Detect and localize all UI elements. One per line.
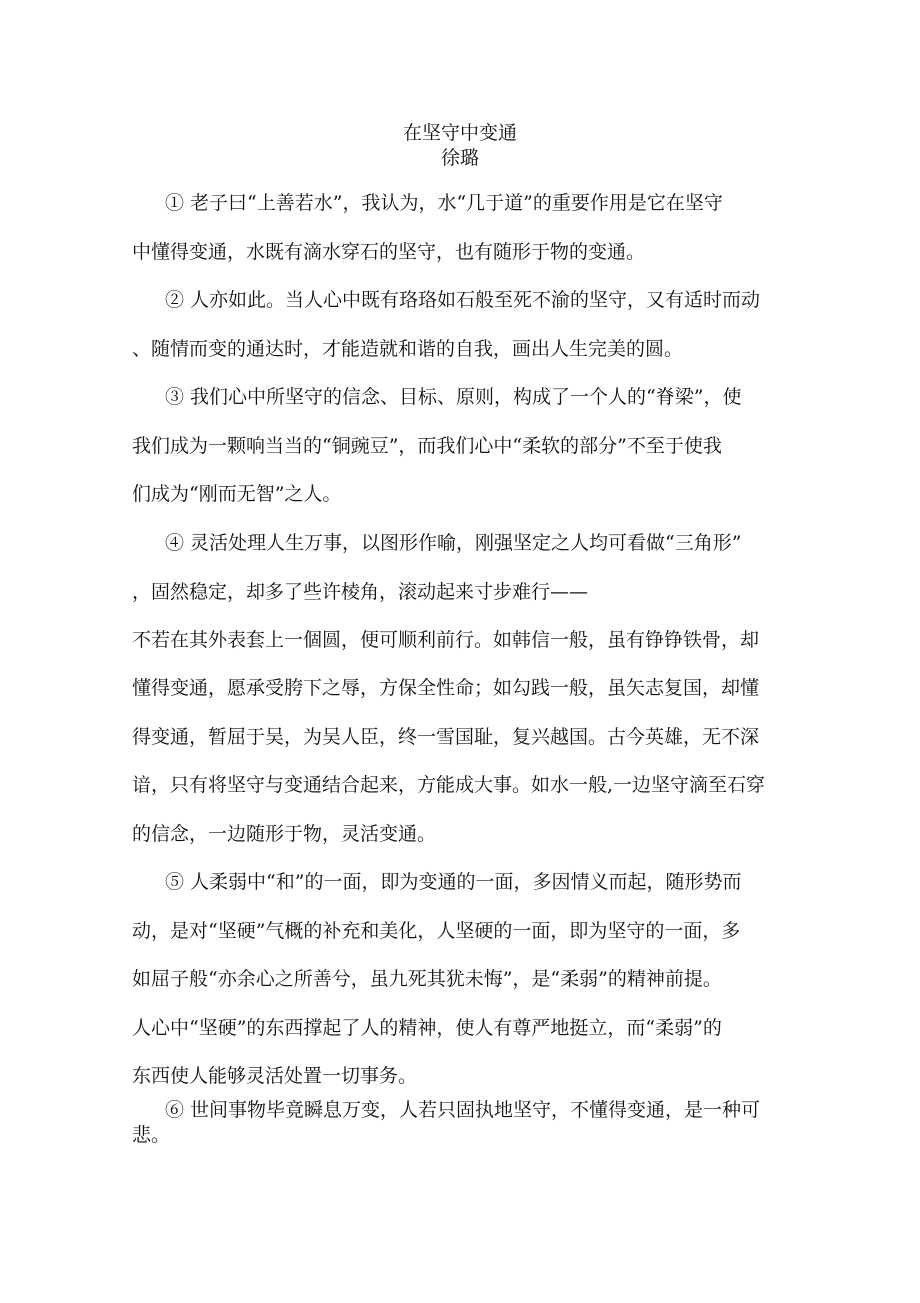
paragraph-6-line-1: ⑥ 世间事物毕竟瞬息万变，人若只固执地坚守，不懂得变通，是一种可 xyxy=(165,1099,761,1121)
paragraph-4-line-2: ，固然稳定，却多了些许棱角，滚动起来寸步难行—— xyxy=(132,581,589,603)
paragraph-2-line-1: ② 人亦如此。当人心中既有珞珞如石般至死不渝的坚守，又有适时而动 xyxy=(165,289,761,311)
paragraph-4-line-4: 懂得变通，愿承受胯下之辱，方保全性命；如勾践一般，虽矢志复国，却懂 xyxy=(132,677,760,699)
paragraph-3-line-1: ③ 我们心中所坚守的信念、目标、原则，构成了一个人的“脊梁”，使 xyxy=(165,386,742,408)
paragraph-4-line-3: 不若在其外表套上一個圆，便可顺利前行。如韩信一般，虽有铮铮铁骨，却 xyxy=(132,629,760,651)
paragraph-1-line-2: 中懂得变通，水既有滴水穿石的坚守，也有随形于物的变通。 xyxy=(132,241,646,263)
paragraph-4-line-5: 得变通，暂屈于吴，为吴人臣，终一雪国耻，复兴越国。古今英雄，无不深 xyxy=(132,726,760,748)
paragraph-4-line-1: ④ 灵活处理人生万事，以图形作喻，刚强坚定之人均可看做“三角形” xyxy=(165,532,742,554)
document-author: 徐璐 xyxy=(440,147,479,169)
paragraph-2-line-2: 、随情而变的通达时，才能造就和谐的自我，画出人生完美的圆。 xyxy=(132,338,684,360)
paragraph-4-line-6: 谙，只有将坚守与变通结合起来，方能成大事。如水一般,一边坚守滴至石穿 xyxy=(132,774,766,796)
paragraph-5-line-4: 人心中“坚硬”的东西撑起了人的精神，使人有尊严地挺立，而“柔弱”的 xyxy=(132,1017,722,1039)
paragraph-6-line-2: 悲。 xyxy=(132,1124,171,1146)
paragraph-5-line-1: ⑤ 人柔弱中“和”的一面，即为变通的一面，多因情义而起，随形势而 xyxy=(165,871,742,893)
paragraph-4-line-7: 的信念，一边随形于物，灵活变通。 xyxy=(132,823,437,845)
paragraph-3-line-3: 们成为“刚而无智”之人。 xyxy=(132,483,342,505)
paragraph-5-line-5: 东西使人能够灵活处置一切事务。 xyxy=(132,1065,418,1087)
document-title: 在坚守中变通 xyxy=(402,122,517,144)
paragraph-1-line-1: ① 老子曰“上善若水”，我认为，水“几于道”的重要作用是它在坚守 xyxy=(165,192,723,214)
paragraph-5-line-3: 如屈子般“亦余心之所善兮，虽九死其犹未悔”，是“柔弱”的精神前提。 xyxy=(132,968,722,990)
paragraph-3-line-2: 我们成为一颗响当当的“铜豌豆”，而我们心中“柔软的部分”不至于使我 xyxy=(132,435,722,457)
paragraph-5-line-2: 动，是对“坚硬”气概的补充和美化，人坚硬的一面，即为坚守的一面，多 xyxy=(132,920,741,942)
